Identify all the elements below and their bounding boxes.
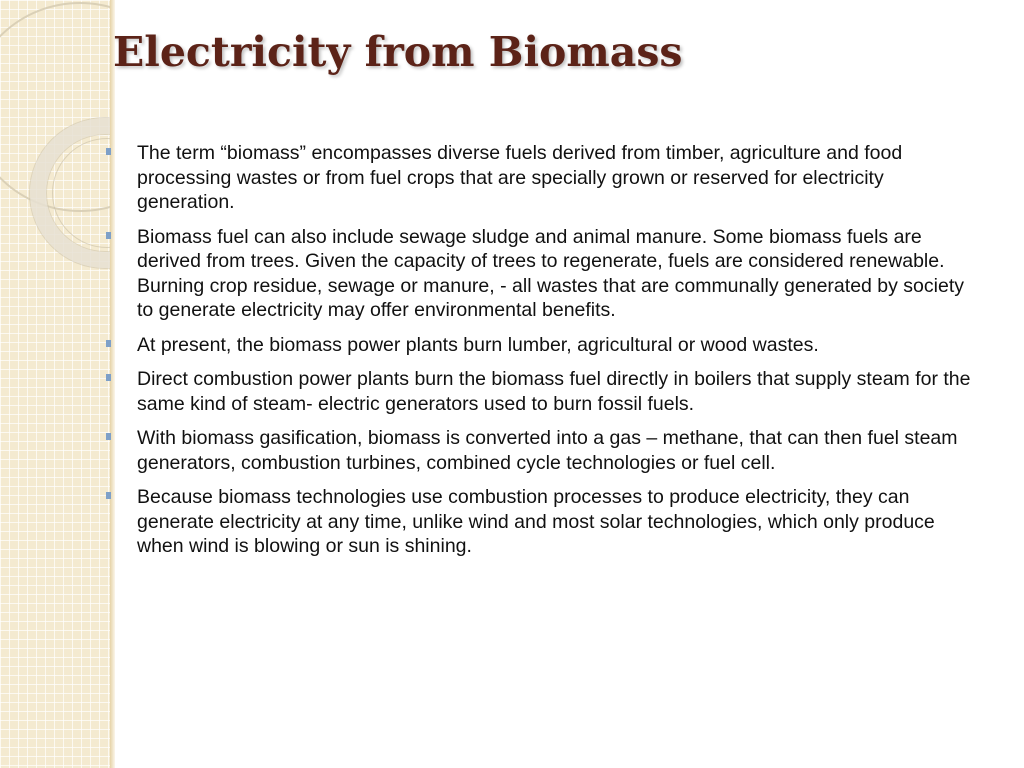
decorative-side-strip xyxy=(0,0,112,768)
bullet-marker-icon xyxy=(106,340,111,347)
bullet-item xyxy=(104,225,974,323)
bullet-item xyxy=(104,485,974,559)
bullet-marker-icon xyxy=(106,148,111,155)
bullet-item xyxy=(104,141,974,215)
bullet-marker-icon xyxy=(106,433,111,440)
bullet-text: Because biomass technologies use combustion processes to produce electricity, they can generate electricity at any time, unlike wind and most solar technologies, which only produce when wind is blowing or sun is shining. xyxy=(137,486,935,557)
bullet-text: Biomass fuel can also include sewage sludge and animal manure. Some biomass fuels are derived from trees. Given the capacity of trees to regenerate, fuels are considered renewable. Burning crop residue, sewage or manure, - all wastes that are communally generated by society to generate electricity may offer environmental benefits. xyxy=(137,225,964,321)
bullet-text: At present, the biomass power plants burn lumber, agricultural or wood wastes. xyxy=(137,333,819,356)
bullet-list xyxy=(104,141,974,569)
bullet-marker-icon xyxy=(106,492,111,499)
bullet-item xyxy=(104,426,974,475)
bullet-item xyxy=(104,333,974,358)
bullet-text: The term “biomass” encompasses diverse fuels derived from timber, agriculture and food processing wastes or from fuel crops that are specially grown or reserved for electricity generation. xyxy=(137,142,903,213)
bullet-text: With biomass gasification, biomass is converted into a gas – methane, that can then fuel steam generators, combustion turbines, combined cycle technologies or fuel cell. xyxy=(137,427,958,474)
slide-title: Electricity from Biomass xyxy=(113,28,683,76)
bullet-marker-icon xyxy=(106,232,111,239)
bullet-text: Direct combustion power plants burn the biomass fuel directly in boilers that supply steam for the same kind of steam- electric generators used to burn fossil fuels. xyxy=(137,368,971,415)
bullet-marker-icon xyxy=(106,374,111,381)
bullet-item xyxy=(104,367,974,416)
